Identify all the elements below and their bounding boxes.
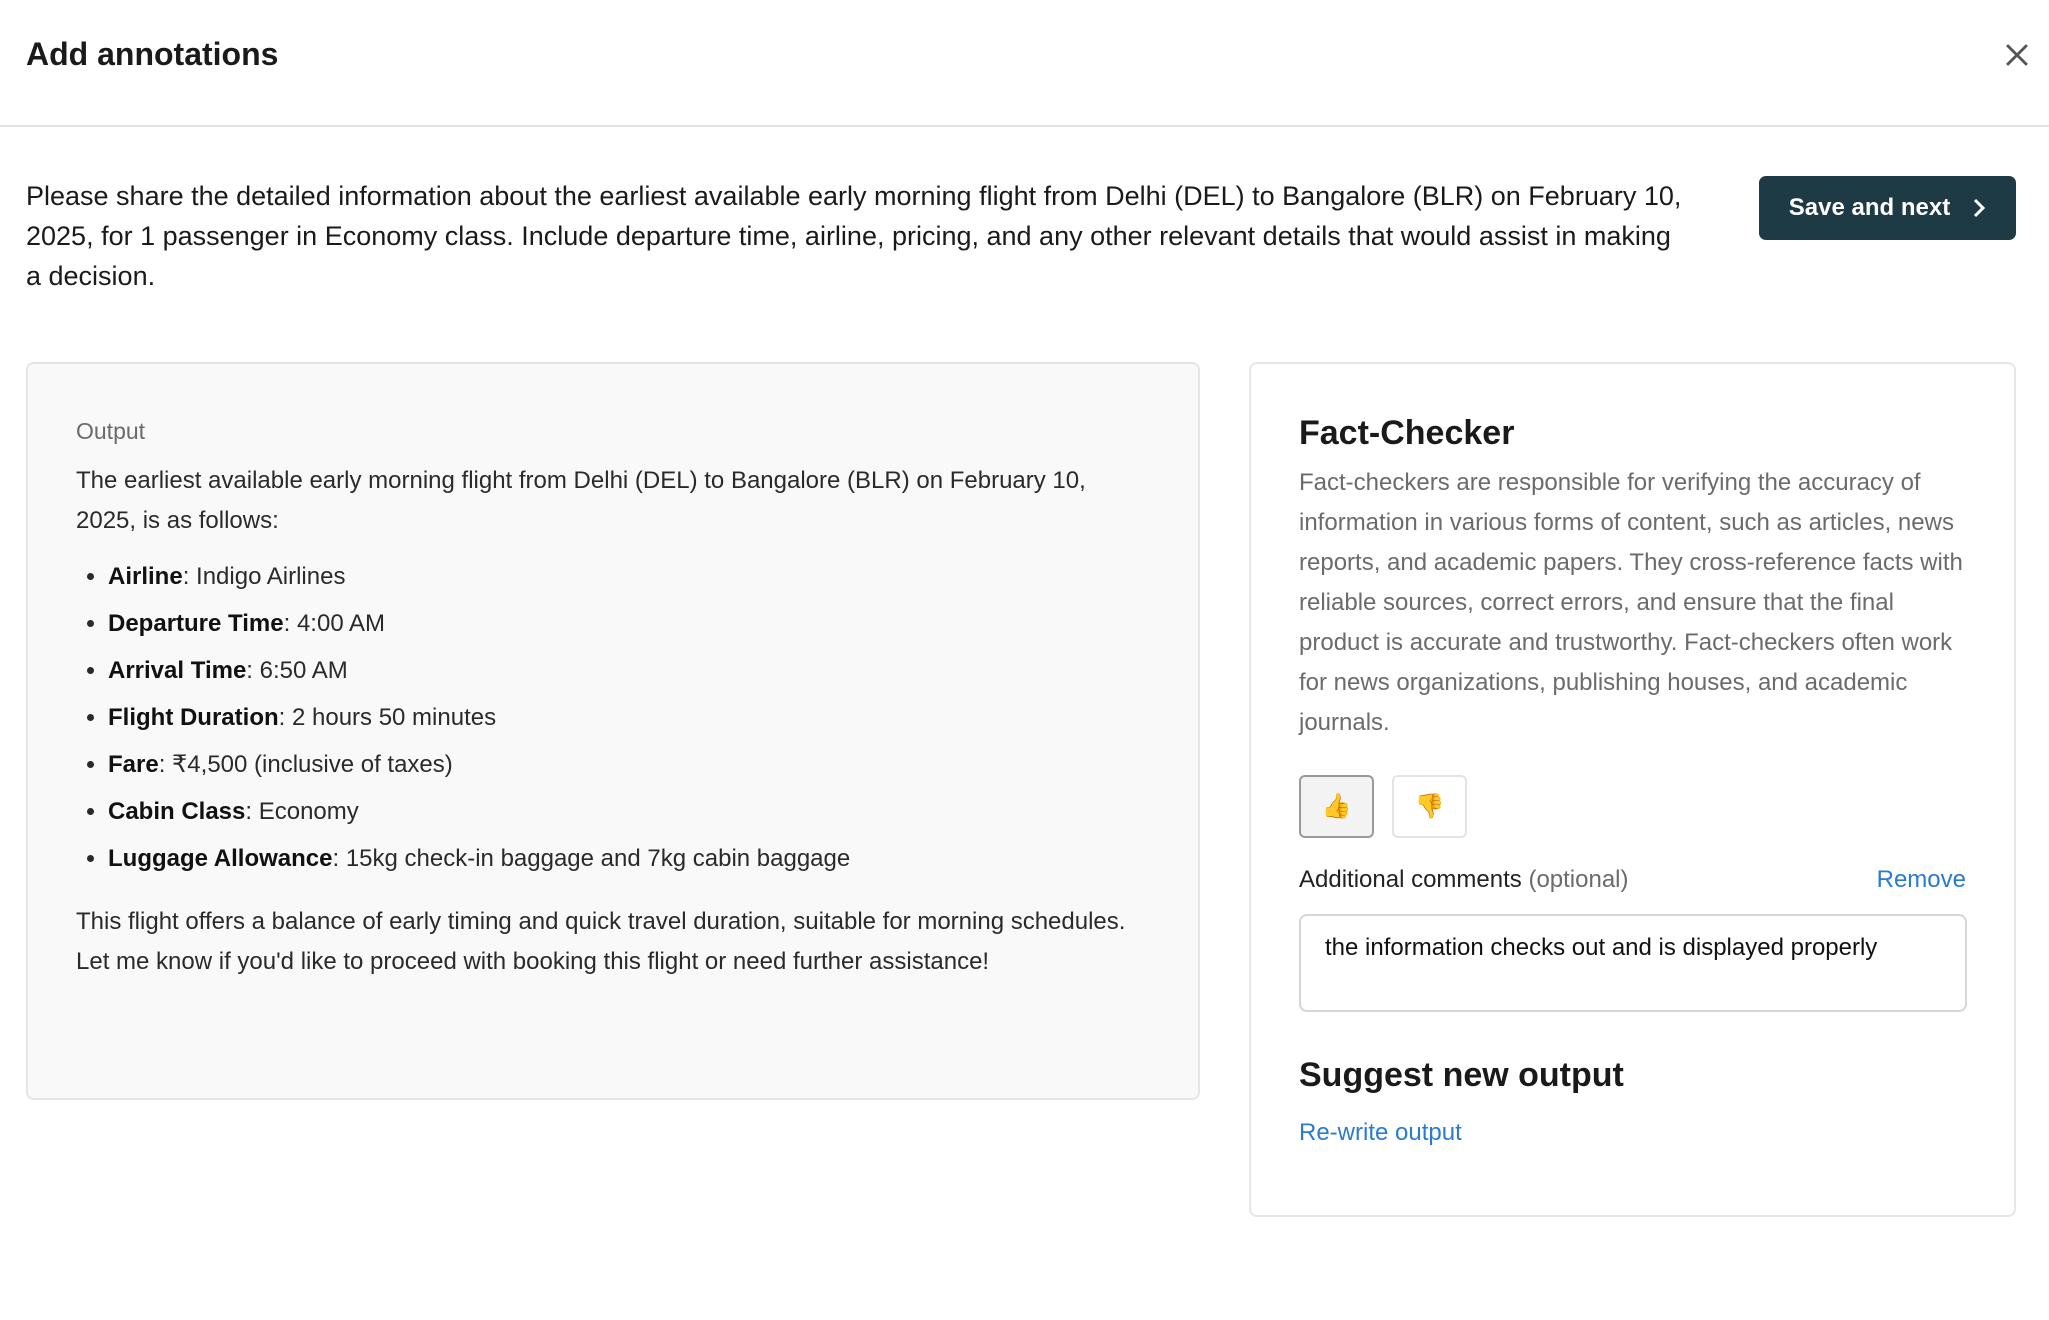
- save-label: Save and next: [1788, 194, 1951, 221]
- remove-comments-link[interactable]: Remove: [1876, 866, 1966, 893]
- item-key: Fare: [108, 751, 159, 778]
- list-item: [108, 600, 1150, 647]
- comments-label-group: [1299, 866, 1629, 894]
- item-key: Cabin Class: [108, 798, 246, 825]
- thumbs-down-icon: 👎: [1414, 793, 1445, 820]
- flight-details-list: [76, 553, 1150, 882]
- save-and-next-button[interactable]: [1759, 176, 2016, 240]
- close-icon[interactable]: [2000, 38, 2034, 72]
- output-card: [26, 362, 1200, 1100]
- optional-label: (optional): [1528, 866, 1629, 893]
- item-value: : 4:00 AM: [283, 610, 386, 637]
- item-value: : Indigo Airlines: [182, 563, 346, 590]
- list-item: [108, 741, 1150, 788]
- comments-input[interactable]: the information checks out and is displayed properly: [1299, 914, 1967, 1012]
- comments-header: [1299, 866, 1966, 894]
- item-key: Flight Duration: [108, 704, 279, 731]
- item-key: Luggage Allowance: [108, 845, 333, 872]
- dialog-title: Add annotations: [26, 36, 279, 72]
- thumbs-down-button[interactable]: [1392, 775, 1467, 838]
- panel-title: Fact-Checker: [1299, 414, 1515, 452]
- item-value: : 6:50 AM: [246, 657, 348, 684]
- comments-label: Additional comments: [1299, 866, 1522, 893]
- list-item: [108, 835, 1150, 882]
- fact-checker-panel: [1249, 362, 2016, 1217]
- rating-buttons: [1299, 775, 1966, 838]
- rewrite-output-link[interactable]: Re-write output: [1299, 1119, 1462, 1146]
- thumbs-up-icon: 👍: [1321, 793, 1352, 820]
- item-value: : Economy: [245, 798, 359, 825]
- thumbs-up-button[interactable]: [1299, 775, 1374, 838]
- list-item: [108, 553, 1150, 600]
- dialog-header: [0, 0, 2049, 127]
- item-value: : ₹4,500 (inclusive of taxes): [158, 751, 453, 778]
- item-key: Departure Time: [108, 610, 284, 637]
- panel-description: Fact-checkers are responsible for verifying the accuracy of information in various forms of content, such as articles, news reports, and academic papers. They cross-reference facts with reliable sources, correct errors, and ensure that the final product is accurate and trustworthy. Fact-checkers often work for news organizations, publishing houses, and academic journals.: [1299, 469, 1963, 736]
- item-key: Arrival Time: [108, 657, 247, 684]
- prompt-text: Please share the detailed information about the earliest available early morning flight from Delhi (DEL) to Bangalore (BLR) on February 10, 2025, for 1 passenger in Economy class. Include departure time, airline, pricing, and any other relevant details that would assist in making a decision.: [26, 181, 1682, 291]
- list-item: [108, 647, 1150, 694]
- output-closing: This flight offers a balance of early timing and quick travel duration, suitable for morning schedules. Let me know if you'd like to proceed with booking this flight or need further assistance!: [76, 908, 1126, 975]
- list-item: [108, 788, 1150, 835]
- output-label: Output: [76, 418, 146, 444]
- item-value: : 2 hours 50 minutes: [278, 704, 497, 731]
- list-item: [108, 694, 1150, 741]
- item-key: Airline: [108, 563, 183, 590]
- output-intro: The earliest available early morning flight from Delhi (DEL) to Bangalore (BLR) on February 10, 2025, is as follows:: [76, 467, 1086, 534]
- suggest-output-title: Suggest new output: [1299, 1056, 1624, 1094]
- item-value: : 15kg check-in baggage and 7kg cabin baggage: [332, 845, 851, 872]
- chevron-right-icon: [1972, 197, 1986, 219]
